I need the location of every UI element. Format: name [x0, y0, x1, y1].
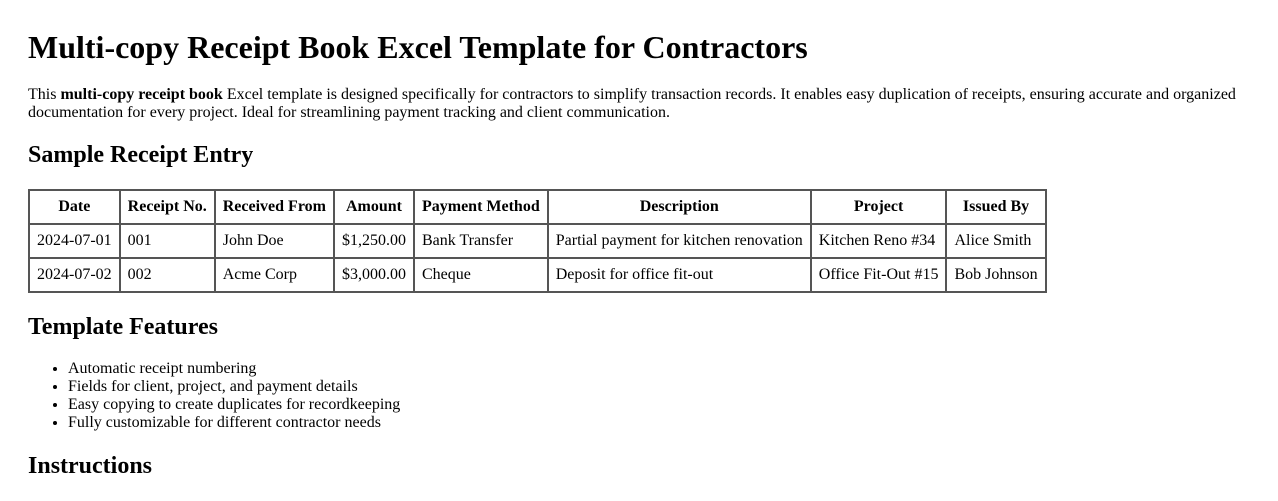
cell-date: 2024-07-02 [29, 258, 120, 292]
cell-issued-by: Alice Smith [946, 224, 1045, 258]
cell-project: Kitchen Reno #34 [811, 224, 947, 258]
template-features-heading: Template Features [28, 314, 218, 340]
cell-received-from: Acme Corp [215, 258, 334, 292]
column-header-payment-method: Payment Method [414, 190, 548, 224]
table-header-row [29, 190, 1046, 224]
cell-issued-by: Bob Johnson [946, 258, 1045, 292]
column-header-amount: Amount [334, 190, 414, 224]
intro-suffix: Excel template is designed specifically for contractors to simplify transaction records. It enables easy duplication of receipts, ensuring accurate and organized documentation for every project. Ideal for streamlining payment tracking and client communication. [28, 86, 1236, 121]
cell-payment-method: Bank Transfer [414, 224, 548, 258]
cell-description: Partial payment for kitchen renovation [548, 224, 811, 258]
column-header-description: Description [548, 190, 811, 224]
cell-project: Office Fit-Out #15 [811, 258, 947, 292]
list-item: • Easy copying to create duplicates for recordkeeping [68, 396, 1250, 414]
intro-bold-phrase: multi-copy receipt book [60, 86, 223, 103]
cell-amount: $1,250.00 [334, 224, 414, 258]
column-header-date: Date [29, 190, 120, 224]
column-header-received-from: Received From [215, 190, 334, 224]
intro-paragraph [28, 86, 1250, 122]
cell-received-from: John Doe [215, 224, 334, 258]
list-item: • Fields for client, project, and payment details [68, 378, 1250, 396]
cell-receipt-no: 002 [120, 258, 215, 292]
cell-payment-method: Cheque [414, 258, 548, 292]
sample-receipt-table [28, 189, 1047, 293]
column-header-project: Project [811, 190, 947, 224]
column-header-issued-by: Issued By [946, 190, 1045, 224]
list-item: • Fully customizable for different contractor needs [68, 414, 1250, 432]
list-item: • Automatic receipt numbering [68, 360, 1250, 378]
instructions-heading: Instructions [28, 453, 153, 479]
sample-receipt-heading: Sample Receipt Entry [28, 142, 254, 168]
features-list [28, 360, 1250, 432]
cell-receipt-no: 001 [120, 224, 215, 258]
table-row [29, 224, 1046, 258]
table-row [29, 258, 1046, 292]
cell-description: Deposit for office fit-out [548, 258, 811, 292]
cell-date: 2024-07-01 [29, 224, 120, 258]
cell-amount: $3,000.00 [334, 258, 414, 292]
page-title: Multi-copy Receipt Book Excel Template for Contractors [28, 29, 808, 65]
intro-prefix: This [28, 86, 61, 103]
column-header-receipt-no: Receipt No. [120, 190, 215, 224]
